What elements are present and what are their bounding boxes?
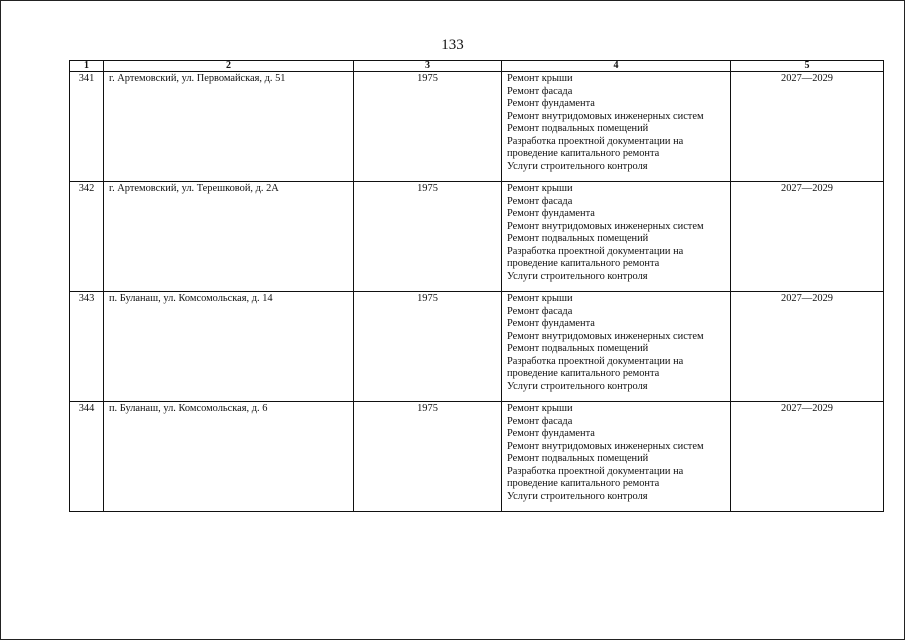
- work-item: Ремонт фундамента: [507, 208, 595, 219]
- work-item: Ремонт крыши: [507, 293, 573, 304]
- work-item: Ремонт фасада: [507, 195, 573, 207]
- work-item: Услуги строительного контроля: [507, 160, 648, 172]
- column-header: 2: [104, 61, 354, 72]
- work-item: Ремонт крыши: [507, 73, 573, 84]
- repair-schedule-table: [69, 60, 884, 512]
- year-cell: 1975: [354, 402, 502, 512]
- work-item: Ремонт внутридомовых инженерных систем: [507, 440, 704, 452]
- work-item: проведение капитального ремонта: [507, 148, 660, 159]
- work-item: Ремонт крыши: [507, 183, 573, 194]
- work-item: Ремонт подвальных помещений: [507, 343, 649, 354]
- row-number: 344: [70, 402, 104, 512]
- work-item: проведение капитального ремонта: [507, 368, 660, 379]
- address-cell: г. Артемовский, ул. Первомайская, д. 51: [104, 72, 354, 182]
- work-item: Ремонт внутридомовых инженерных систем: [507, 110, 704, 122]
- table-header-row: [70, 61, 884, 72]
- work-item: Разработка проектной документации на: [507, 465, 684, 477]
- work-item: Услуги строительного контроля: [507, 490, 648, 502]
- page-number: 133: [441, 37, 464, 53]
- column-header: 3: [354, 61, 502, 72]
- work-item: Ремонт внутридомовых инженерных систем: [507, 220, 704, 232]
- works-cell: [502, 72, 731, 182]
- table-row: [70, 402, 884, 512]
- work-item: Ремонт крыши: [507, 403, 573, 414]
- work-item: Ремонт фасада: [507, 415, 573, 427]
- year-cell: 1975: [354, 182, 502, 292]
- table-row: [70, 182, 884, 292]
- address-cell: п. Буланаш, ул. Комсомольская, д. 6: [104, 402, 354, 512]
- work-item: Разработка проектной документации на: [507, 135, 684, 147]
- period-cell: 2027—2029: [731, 182, 884, 292]
- column-header: 5: [731, 61, 884, 72]
- year-cell: 1975: [354, 72, 502, 182]
- work-item: Ремонт фасада: [507, 85, 573, 97]
- column-header: 1: [70, 61, 104, 72]
- period-cell: 2027—2029: [731, 72, 884, 182]
- work-item: проведение капитального ремонта: [507, 478, 660, 489]
- work-item: проведение капитального ремонта: [507, 258, 660, 269]
- table-row: [70, 72, 884, 182]
- work-item: Ремонт подвальных помещений: [507, 123, 649, 134]
- year-cell: 1975: [354, 292, 502, 402]
- work-item: Услуги строительного контроля: [507, 270, 648, 282]
- works-cell: [502, 182, 731, 292]
- table-row: [70, 292, 884, 402]
- row-number: 342: [70, 182, 104, 292]
- period-cell: 2027—2029: [731, 402, 884, 512]
- works-cell: [502, 402, 731, 512]
- work-item: Разработка проектной документации на: [507, 355, 684, 367]
- work-item: Ремонт фундамента: [507, 98, 595, 109]
- row-number: 343: [70, 292, 104, 402]
- work-item: Разработка проектной документации на: [507, 245, 684, 257]
- work-item: Ремонт фундамента: [507, 428, 595, 439]
- period-cell: 2027—2029: [731, 292, 884, 402]
- work-item: Услуги строительного контроля: [507, 380, 648, 392]
- work-item: Ремонт подвальных помещений: [507, 453, 649, 464]
- address-cell: г. Артемовский, ул. Терешковой, д. 2А: [104, 182, 354, 292]
- address-cell: п. Буланаш, ул. Комсомольская, д. 14: [104, 292, 354, 402]
- work-item: Ремонт внутридомовых инженерных систем: [507, 330, 704, 342]
- work-item: Ремонт фасада: [507, 305, 573, 317]
- row-number: 341: [70, 72, 104, 182]
- work-item: Ремонт подвальных помещений: [507, 233, 649, 244]
- work-item: Ремонт фундамента: [507, 318, 595, 329]
- column-header: 4: [502, 61, 731, 72]
- works-cell: [502, 292, 731, 402]
